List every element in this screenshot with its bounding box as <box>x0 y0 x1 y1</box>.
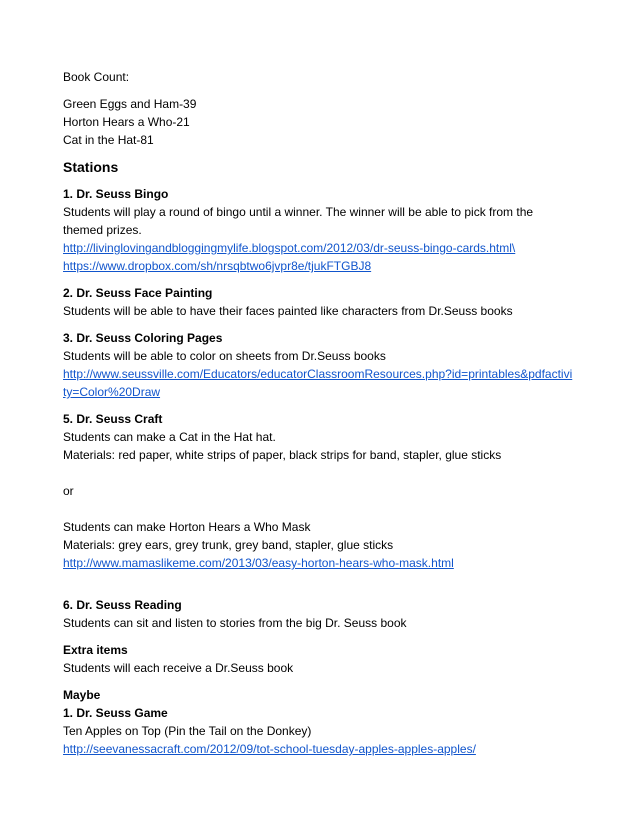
station-3-title: 3. Dr. Seuss Coloring Pages <box>63 331 223 345</box>
maybe-title: Maybe <box>63 688 101 702</box>
station-3-link[interactable]: http://www.seussville.com/Educators/educatorClassroomResources.php?id=printables&pdfactivi <box>63 367 573 381</box>
station-5-title: 5. Dr. Seuss Craft <box>63 412 163 426</box>
stations-heading: Stations <box>63 159 119 175</box>
book-count-item: Horton Hears a Who-21 <box>63 115 190 129</box>
book-count-item: Cat in the Hat-81 <box>63 133 154 147</box>
document-page <box>63 68 578 758</box>
station-5-materials: Materials: red paper, white strips of paper, black strips for band, stapler, glue sticks <box>63 448 502 462</box>
station-5-alt-materials: Materials: grey ears, grey trunk, grey band, stapler, glue sticks <box>63 538 394 552</box>
extra-items-title: Extra items <box>63 643 128 657</box>
station-5-alt-link[interactable]: http://www.mamaslikeme.com/2013/03/easy-horton-hears-who-mask.html <box>63 556 454 570</box>
station-1-description-continued: themed prizes. <box>63 223 142 237</box>
station-2-title: 2. Dr. Seuss Face Painting <box>63 286 213 300</box>
book-count-item: Green Eggs and Ham-39 <box>63 97 197 111</box>
maybe-item-description: Ten Apples on Top (Pin the Tail on the Donkey) <box>63 724 312 738</box>
station-1-description: Students will play a round of bingo until a winner. The winner will be able to pick from the <box>63 205 534 219</box>
maybe-item-title: 1. Dr. Seuss Game <box>63 706 168 720</box>
station-5-description: Students can make a Cat in the Hat hat. <box>63 430 276 444</box>
station-6-title: 6. Dr. Seuss Reading <box>63 598 182 612</box>
extra-items-description: Students will each receive a Dr.Seuss book <box>63 661 294 675</box>
station-1-title: 1. Dr. Seuss Bingo <box>63 187 169 201</box>
station-6-description: Students can sit and listen to stories from the big Dr. Seuss book <box>63 616 407 630</box>
station-3-link-continued[interactable]: ty=Color%20Draw <box>63 385 161 399</box>
station-1-link-bingo[interactable]: http://livinglovingandbloggingmylife.blogspot.com/2012/03/dr-seuss-bingo-cards.html\ <box>63 241 516 255</box>
maybe-item-link[interactable]: http://seevanessacraft.com/2012/09/tot-school-tuesday-apples-apples-apples/ <box>63 742 476 756</box>
book-count-heading: Book Count: <box>63 70 130 84</box>
station-2-description: Students will be able to have their faces painted like characters from Dr.Seuss books <box>63 304 513 318</box>
station-3-description: Students will be able to color on sheets from Dr.Seuss books <box>63 349 386 363</box>
station-1-link-dropbox[interactable]: https://www.dropbox.com/sh/nrsqbtwo6jvpr8e/tjukFTGBJ8 <box>63 259 372 273</box>
station-5-alt-description: Students can make Horton Hears a Who Mask <box>63 520 311 534</box>
station-5-or: or <box>63 484 74 498</box>
